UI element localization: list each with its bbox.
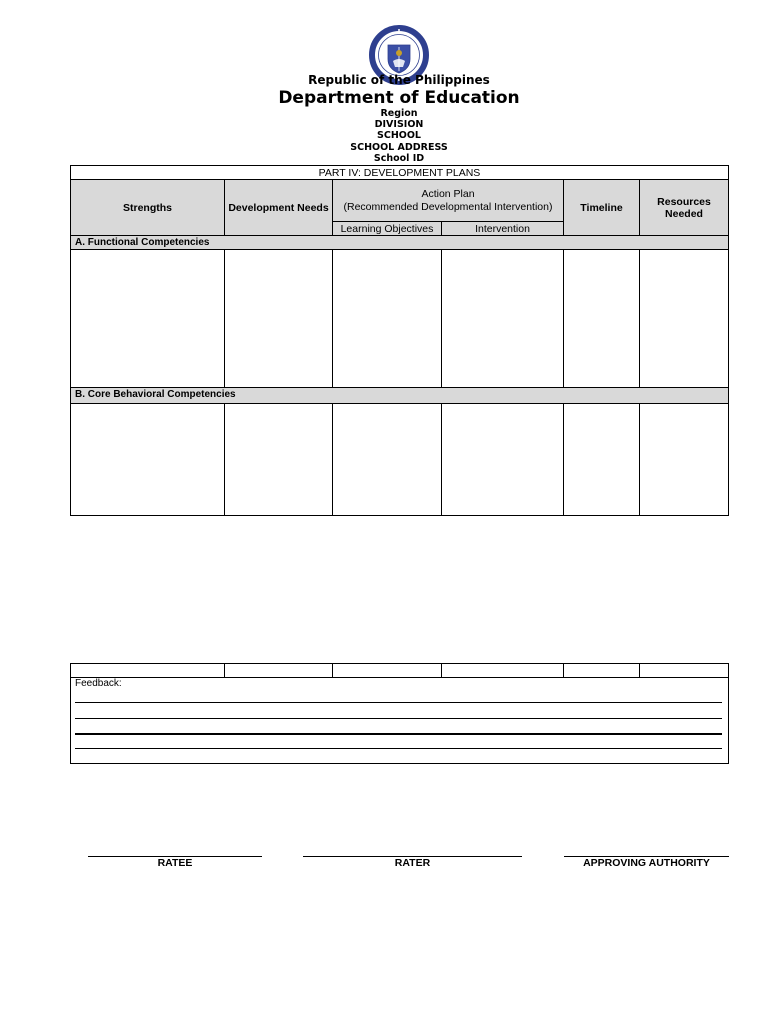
action-plan-title: Action Plan [421, 187, 475, 200]
input-cell-b-resources[interactable] [639, 403, 729, 516]
input-cell-b-strengths[interactable] [70, 403, 225, 516]
feedback-label: Feedback: [75, 678, 122, 689]
feedback-line [75, 733, 722, 735]
feedback-top-cell [224, 663, 333, 678]
col-header-action-plan [332, 179, 564, 222]
region-label: Region [380, 108, 418, 119]
input-cell-b-intervention[interactable] [441, 403, 564, 516]
republic-heading: Republic of the Philippines [308, 73, 490, 87]
department-heading: Department of Education [278, 88, 520, 108]
col-header-development-needs: Development Needs [224, 179, 333, 236]
school-label: SCHOOL [377, 130, 421, 141]
approving-authority-label: APPROVING AUTHORITY [583, 857, 710, 869]
input-cell-b-timeline[interactable] [563, 403, 640, 516]
feedback-top-cell [70, 663, 225, 678]
division-label: DIVISION [374, 119, 424, 130]
col-header-resources-needed [639, 179, 729, 236]
input-cell-a-learning-objectives[interactable] [332, 249, 442, 388]
feedback-line [75, 718, 722, 719]
resources-line2: Needed [665, 207, 703, 220]
table-title: PART IV: DEVELOPMENT PLANS [70, 165, 729, 180]
input-cell-a-resources[interactable] [639, 249, 729, 388]
feedback-top-cell [639, 663, 729, 678]
feedback-top-cell [332, 663, 442, 678]
school-id-label: School ID [373, 153, 425, 164]
input-cell-a-timeline[interactable] [563, 249, 640, 388]
input-cell-b-learning-objectives[interactable] [332, 403, 442, 516]
resources-line1: Resources [657, 195, 711, 208]
col-header-timeline: Timeline [563, 179, 640, 236]
feedback-line [75, 748, 722, 749]
col-header-strengths: Strengths [70, 179, 225, 236]
feedback-top-cell [563, 663, 640, 678]
input-cell-a-intervention[interactable] [441, 249, 564, 388]
input-cell-b-development-needs[interactable] [224, 403, 333, 516]
feedback-top-cell [441, 663, 564, 678]
action-plan-subtitle: (Recommended Developmental Intervention) [343, 200, 553, 213]
feedback-box[interactable] [70, 677, 729, 764]
col-header-intervention: Intervention [441, 221, 564, 236]
rater-label: RATER [394, 857, 431, 869]
col-header-learning-objectives: Learning Objectives [332, 221, 442, 236]
input-cell-a-strengths[interactable] [70, 249, 225, 388]
ratee-label: RATEE [157, 857, 193, 869]
feedback-line [75, 702, 722, 703]
input-cell-a-development-needs[interactable] [224, 249, 333, 388]
section-functional-competencies: A. Functional Competencies [70, 235, 729, 250]
school-address-label: SCHOOL ADDRESS [350, 142, 448, 153]
section-core-behavioral-competencies: B. Core Behavioral Competencies [70, 387, 729, 404]
